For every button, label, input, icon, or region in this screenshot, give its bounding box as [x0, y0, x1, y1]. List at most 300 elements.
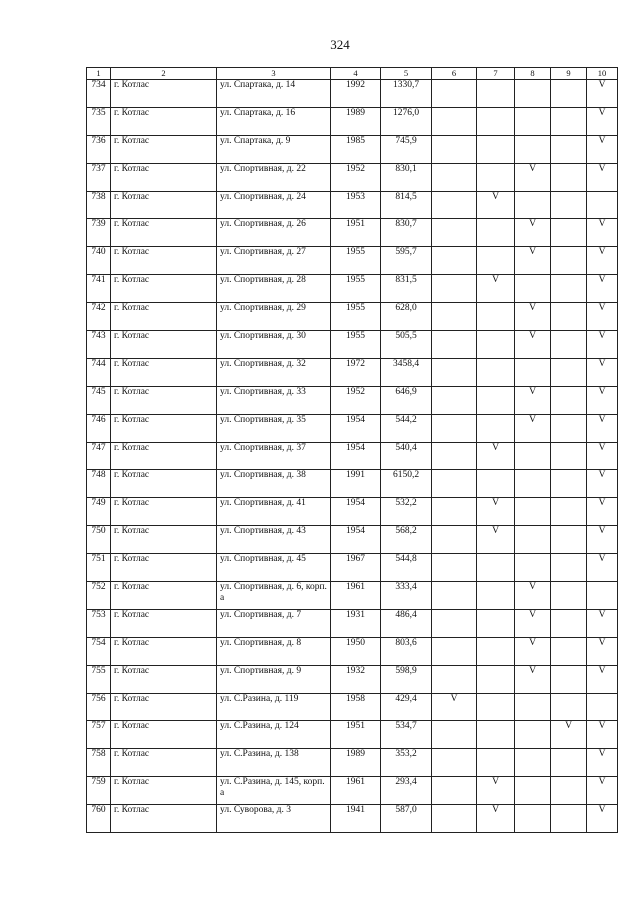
year-cell: 1955 [331, 331, 381, 359]
year-cell: 1961 [331, 582, 381, 610]
mark-cell-6 [432, 749, 477, 777]
area-cell: 628,0 [381, 303, 432, 331]
mark-cell-10 [587, 693, 618, 721]
mark-cell-9 [551, 107, 587, 135]
mark-cell-10: V [587, 107, 618, 135]
mark-cell-10: V [587, 414, 618, 442]
mark-cell-7 [477, 609, 515, 637]
mark-cell-8 [515, 749, 551, 777]
area-cell: 540,4 [381, 442, 432, 470]
mark-cell-9 [551, 554, 587, 582]
mark-cell-10: V [587, 805, 618, 833]
mark-cell-8 [515, 135, 551, 163]
mark-cell-9: V [551, 721, 587, 749]
column-header: 10 [587, 68, 618, 80]
mark-cell-9 [551, 303, 587, 331]
row-number: 759 [87, 777, 111, 805]
mark-cell-9 [551, 777, 587, 805]
city-cell: г. Котлас [111, 721, 217, 749]
mark-cell-7: V [477, 498, 515, 526]
address-cell: ул. Спортивная, д. 8 [217, 637, 331, 665]
year-cell: 1972 [331, 358, 381, 386]
mark-cell-9 [551, 163, 587, 191]
mark-cell-6 [432, 470, 477, 498]
table-row [87, 805, 618, 833]
mark-cell-9 [551, 247, 587, 275]
row-number: 745 [87, 386, 111, 414]
mark-cell-6 [432, 191, 477, 219]
mark-cell-7 [477, 721, 515, 749]
row-number: 751 [87, 554, 111, 582]
row-number: 740 [87, 247, 111, 275]
mark-cell-9 [551, 498, 587, 526]
address-cell: ул. Спортивная, д. 24 [217, 191, 331, 219]
mark-cell-10: V [587, 219, 618, 247]
area-cell: 587,0 [381, 805, 432, 833]
mark-cell-7 [477, 693, 515, 721]
year-cell: 1954 [331, 442, 381, 470]
mark-cell-6 [432, 163, 477, 191]
mark-cell-7: V [477, 805, 515, 833]
mark-cell-7 [477, 80, 515, 108]
mark-cell-7 [477, 749, 515, 777]
table-row [87, 191, 618, 219]
mark-cell-8: V [515, 219, 551, 247]
area-cell: 814,5 [381, 191, 432, 219]
mark-cell-6 [432, 275, 477, 303]
mark-cell-6 [432, 721, 477, 749]
mark-cell-8: V [515, 163, 551, 191]
mark-cell-6 [432, 358, 477, 386]
address-cell: ул. С.Разина, д. 138 [217, 749, 331, 777]
area-cell: 534,7 [381, 721, 432, 749]
row-number: 739 [87, 219, 111, 247]
header-row [87, 68, 618, 80]
area-cell: 831,5 [381, 275, 432, 303]
table-row [87, 526, 618, 554]
mark-cell-7 [477, 414, 515, 442]
mark-cell-10: V [587, 609, 618, 637]
address-cell: ул. Спортивная, д. 30 [217, 331, 331, 359]
table-row [87, 721, 618, 749]
table-row [87, 777, 618, 805]
mark-cell-6 [432, 526, 477, 554]
table-row [87, 303, 618, 331]
year-cell: 1932 [331, 665, 381, 693]
address-cell: ул. Спортивная, д. 9 [217, 665, 331, 693]
row-number: 736 [87, 135, 111, 163]
mark-cell-6 [432, 582, 477, 610]
year-cell: 1952 [331, 386, 381, 414]
mark-cell-10: V [587, 303, 618, 331]
mark-cell-7: V [477, 526, 515, 554]
mark-cell-6: V [432, 693, 477, 721]
table-row [87, 275, 618, 303]
table-row [87, 414, 618, 442]
city-cell: г. Котлас [111, 303, 217, 331]
mark-cell-10: V [587, 498, 618, 526]
mark-cell-10: V [587, 665, 618, 693]
area-cell: 544,2 [381, 414, 432, 442]
area-cell: 830,7 [381, 219, 432, 247]
table-row [87, 470, 618, 498]
city-cell: г. Котлас [111, 135, 217, 163]
mark-cell-7 [477, 554, 515, 582]
mark-cell-6 [432, 637, 477, 665]
mark-cell-7 [477, 135, 515, 163]
mark-cell-8 [515, 442, 551, 470]
table-row [87, 582, 618, 610]
mark-cell-6 [432, 247, 477, 275]
mark-cell-8 [515, 107, 551, 135]
city-cell: г. Котлас [111, 442, 217, 470]
address-cell: ул. Спартака, д. 14 [217, 80, 331, 108]
year-cell: 1954 [331, 414, 381, 442]
address-cell: ул. Спортивная, д. 41 [217, 498, 331, 526]
mark-cell-10: V [587, 749, 618, 777]
mark-cell-7 [477, 303, 515, 331]
mark-cell-8 [515, 526, 551, 554]
mark-cell-7: V [477, 275, 515, 303]
city-cell: г. Котлас [111, 219, 217, 247]
column-header: 4 [331, 68, 381, 80]
row-number: 743 [87, 331, 111, 359]
table-body [87, 80, 618, 833]
city-cell: г. Котлас [111, 163, 217, 191]
mark-cell-8 [515, 693, 551, 721]
column-header: 7 [477, 68, 515, 80]
city-cell: г. Котлас [111, 777, 217, 805]
address-cell: ул. Спортивная, д. 33 [217, 386, 331, 414]
year-cell: 1961 [331, 777, 381, 805]
mark-cell-8: V [515, 582, 551, 610]
address-cell: ул. Спортивная, д. 43 [217, 526, 331, 554]
column-header: 9 [551, 68, 587, 80]
mark-cell-8: V [515, 414, 551, 442]
mark-cell-10: V [587, 526, 618, 554]
year-cell: 1958 [331, 693, 381, 721]
area-cell: 830,1 [381, 163, 432, 191]
mark-cell-10: V [587, 247, 618, 275]
year-cell: 1950 [331, 637, 381, 665]
address-cell: ул. Спортивная, д. 7 [217, 609, 331, 637]
area-cell: 486,4 [381, 609, 432, 637]
mark-cell-7 [477, 331, 515, 359]
area-cell: 568,2 [381, 526, 432, 554]
area-cell: 3458,4 [381, 358, 432, 386]
year-cell: 1941 [331, 805, 381, 833]
area-cell: 532,2 [381, 498, 432, 526]
address-cell: ул. Спортивная, д. 38 [217, 470, 331, 498]
area-cell: 505,5 [381, 331, 432, 359]
address-cell: ул. Спортивная, д. 28 [217, 275, 331, 303]
address-cell: ул. С.Разина, д. 119 [217, 693, 331, 721]
city-cell: г. Котлас [111, 637, 217, 665]
year-cell: 1952 [331, 163, 381, 191]
city-cell: г. Котлас [111, 749, 217, 777]
row-number: 741 [87, 275, 111, 303]
table-row [87, 331, 618, 359]
city-cell: г. Котлас [111, 693, 217, 721]
table-row [87, 163, 618, 191]
year-cell: 1951 [331, 219, 381, 247]
mark-cell-9 [551, 275, 587, 303]
table-row [87, 554, 618, 582]
year-cell: 1951 [331, 721, 381, 749]
mark-cell-8: V [515, 609, 551, 637]
mark-cell-8 [515, 554, 551, 582]
area-cell: 429,4 [381, 693, 432, 721]
mark-cell-10 [587, 191, 618, 219]
table-row [87, 107, 618, 135]
row-number: 749 [87, 498, 111, 526]
mark-cell-9 [551, 749, 587, 777]
city-cell: г. Котлас [111, 275, 217, 303]
area-cell: 595,7 [381, 247, 432, 275]
year-cell: 1991 [331, 470, 381, 498]
mark-cell-10 [587, 582, 618, 610]
mark-cell-6 [432, 554, 477, 582]
address-cell: ул. С.Разина, д. 145, корп. а [217, 777, 331, 805]
column-header: 2 [111, 68, 217, 80]
year-cell: 1954 [331, 526, 381, 554]
mark-cell-9 [551, 358, 587, 386]
address-cell: ул. Спортивная, д. 35 [217, 414, 331, 442]
mark-cell-6 [432, 303, 477, 331]
mark-cell-8: V [515, 386, 551, 414]
city-cell: г. Котлас [111, 358, 217, 386]
address-cell: ул. С.Разина, д. 124 [217, 721, 331, 749]
row-number: 742 [87, 303, 111, 331]
mark-cell-8 [515, 777, 551, 805]
address-cell: ул. Спортивная, д. 6, корп. а [217, 582, 331, 610]
area-cell: 1330,7 [381, 80, 432, 108]
table-row [87, 637, 618, 665]
mark-cell-10: V [587, 163, 618, 191]
row-number: 738 [87, 191, 111, 219]
mark-cell-6 [432, 135, 477, 163]
table-row [87, 358, 618, 386]
address-cell: ул. Спартака, д. 9 [217, 135, 331, 163]
mark-cell-6 [432, 414, 477, 442]
city-cell: г. Котлас [111, 331, 217, 359]
table-row [87, 749, 618, 777]
mark-cell-7 [477, 637, 515, 665]
address-cell: ул. Спортивная, д. 37 [217, 442, 331, 470]
area-cell: 646,9 [381, 386, 432, 414]
mark-cell-9 [551, 331, 587, 359]
table-row [87, 135, 618, 163]
address-cell: ул. Спортивная, д. 27 [217, 247, 331, 275]
row-number: 750 [87, 526, 111, 554]
table-row [87, 693, 618, 721]
row-number: 734 [87, 80, 111, 108]
mark-cell-7: V [477, 191, 515, 219]
year-cell: 1985 [331, 135, 381, 163]
table-row [87, 665, 618, 693]
mark-cell-10: V [587, 470, 618, 498]
mark-cell-10: V [587, 80, 618, 108]
address-cell: ул. Спортивная, д. 45 [217, 554, 331, 582]
mark-cell-8 [515, 721, 551, 749]
column-header: 8 [515, 68, 551, 80]
area-cell: 333,4 [381, 582, 432, 610]
mark-cell-7: V [477, 777, 515, 805]
column-header: 3 [217, 68, 331, 80]
mark-cell-9 [551, 219, 587, 247]
mark-cell-8: V [515, 247, 551, 275]
year-cell: 1955 [331, 247, 381, 275]
mark-cell-8: V [515, 303, 551, 331]
row-number: 753 [87, 609, 111, 637]
row-number: 735 [87, 107, 111, 135]
mark-cell-9 [551, 191, 587, 219]
area-cell: 6150,2 [381, 470, 432, 498]
city-cell: г. Котлас [111, 665, 217, 693]
mark-cell-10: V [587, 358, 618, 386]
mark-cell-8 [515, 80, 551, 108]
mark-cell-7 [477, 163, 515, 191]
city-cell: г. Котлас [111, 80, 217, 108]
mark-cell-9 [551, 470, 587, 498]
row-number: 755 [87, 665, 111, 693]
area-cell: 544,8 [381, 554, 432, 582]
city-cell: г. Котлас [111, 386, 217, 414]
mark-cell-8 [515, 470, 551, 498]
mark-cell-10: V [587, 777, 618, 805]
city-cell: г. Котлас [111, 414, 217, 442]
table-row [87, 386, 618, 414]
address-cell: ул. Спартака, д. 16 [217, 107, 331, 135]
table-row [87, 442, 618, 470]
mark-cell-7 [477, 665, 515, 693]
mark-cell-9 [551, 805, 587, 833]
mark-cell-6 [432, 80, 477, 108]
city-cell: г. Котлас [111, 609, 217, 637]
row-number: 756 [87, 693, 111, 721]
row-number: 757 [87, 721, 111, 749]
mark-cell-7 [477, 358, 515, 386]
row-number: 760 [87, 805, 111, 833]
mark-cell-9 [551, 442, 587, 470]
column-header: 6 [432, 68, 477, 80]
mark-cell-9 [551, 693, 587, 721]
city-cell: г. Котлас [111, 470, 217, 498]
table-row [87, 219, 618, 247]
year-cell: 1955 [331, 303, 381, 331]
area-cell: 598,9 [381, 665, 432, 693]
row-number: 744 [87, 358, 111, 386]
page-number: 324 [330, 37, 350, 52]
address-cell: ул. Спортивная, д. 32 [217, 358, 331, 386]
mark-cell-7 [477, 219, 515, 247]
mark-cell-9 [551, 414, 587, 442]
mark-cell-6 [432, 498, 477, 526]
mark-cell-9 [551, 582, 587, 610]
mark-cell-8 [515, 191, 551, 219]
mark-cell-9 [551, 609, 587, 637]
city-cell: г. Котлас [111, 526, 217, 554]
mark-cell-8 [515, 358, 551, 386]
column-header: 1 [87, 68, 111, 80]
mark-cell-8 [515, 498, 551, 526]
mark-cell-7 [477, 470, 515, 498]
city-cell: г. Котлас [111, 498, 217, 526]
mark-cell-8: V [515, 637, 551, 665]
mark-cell-6 [432, 805, 477, 833]
column-header: 5 [381, 68, 432, 80]
year-cell: 1989 [331, 107, 381, 135]
year-cell: 1989 [331, 749, 381, 777]
housing-registry-table [86, 67, 618, 833]
address-cell: ул. Спортивная, д. 26 [217, 219, 331, 247]
area-cell: 293,4 [381, 777, 432, 805]
year-cell: 1955 [331, 275, 381, 303]
row-number: 737 [87, 163, 111, 191]
mark-cell-9 [551, 80, 587, 108]
table-row [87, 80, 618, 108]
area-cell: 803,6 [381, 637, 432, 665]
mark-cell-10: V [587, 386, 618, 414]
city-cell: г. Котлас [111, 582, 217, 610]
mark-cell-8 [515, 805, 551, 833]
row-number: 754 [87, 637, 111, 665]
city-cell: г. Котлас [111, 554, 217, 582]
row-number: 752 [87, 582, 111, 610]
mark-cell-6 [432, 442, 477, 470]
table-row [87, 498, 618, 526]
mark-cell-6 [432, 219, 477, 247]
address-cell: ул. Суворова, д. 3 [217, 805, 331, 833]
mark-cell-10: V [587, 721, 618, 749]
city-cell: г. Котлас [111, 191, 217, 219]
mark-cell-7 [477, 582, 515, 610]
mark-cell-9 [551, 665, 587, 693]
mark-cell-8: V [515, 331, 551, 359]
address-cell: ул. Спортивная, д. 29 [217, 303, 331, 331]
city-cell: г. Котлас [111, 107, 217, 135]
year-cell: 1953 [331, 191, 381, 219]
area-cell: 745,9 [381, 135, 432, 163]
mark-cell-6 [432, 386, 477, 414]
mark-cell-8 [515, 275, 551, 303]
table-row [87, 609, 618, 637]
city-cell: г. Котлас [111, 805, 217, 833]
mark-cell-6 [432, 777, 477, 805]
area-cell: 353,2 [381, 749, 432, 777]
mark-cell-7: V [477, 442, 515, 470]
year-cell: 1992 [331, 80, 381, 108]
mark-cell-8: V [515, 665, 551, 693]
table-row [87, 247, 618, 275]
year-cell: 1954 [331, 498, 381, 526]
mark-cell-9 [551, 526, 587, 554]
row-number: 758 [87, 749, 111, 777]
mark-cell-6 [432, 107, 477, 135]
mark-cell-9 [551, 386, 587, 414]
mark-cell-6 [432, 609, 477, 637]
mark-cell-7 [477, 386, 515, 414]
mark-cell-6 [432, 665, 477, 693]
mark-cell-7 [477, 107, 515, 135]
area-cell: 1276,0 [381, 107, 432, 135]
mark-cell-10: V [587, 135, 618, 163]
row-number: 746 [87, 414, 111, 442]
city-cell: г. Котлас [111, 247, 217, 275]
mark-cell-7 [477, 247, 515, 275]
year-cell: 1931 [331, 609, 381, 637]
mark-cell-10: V [587, 554, 618, 582]
